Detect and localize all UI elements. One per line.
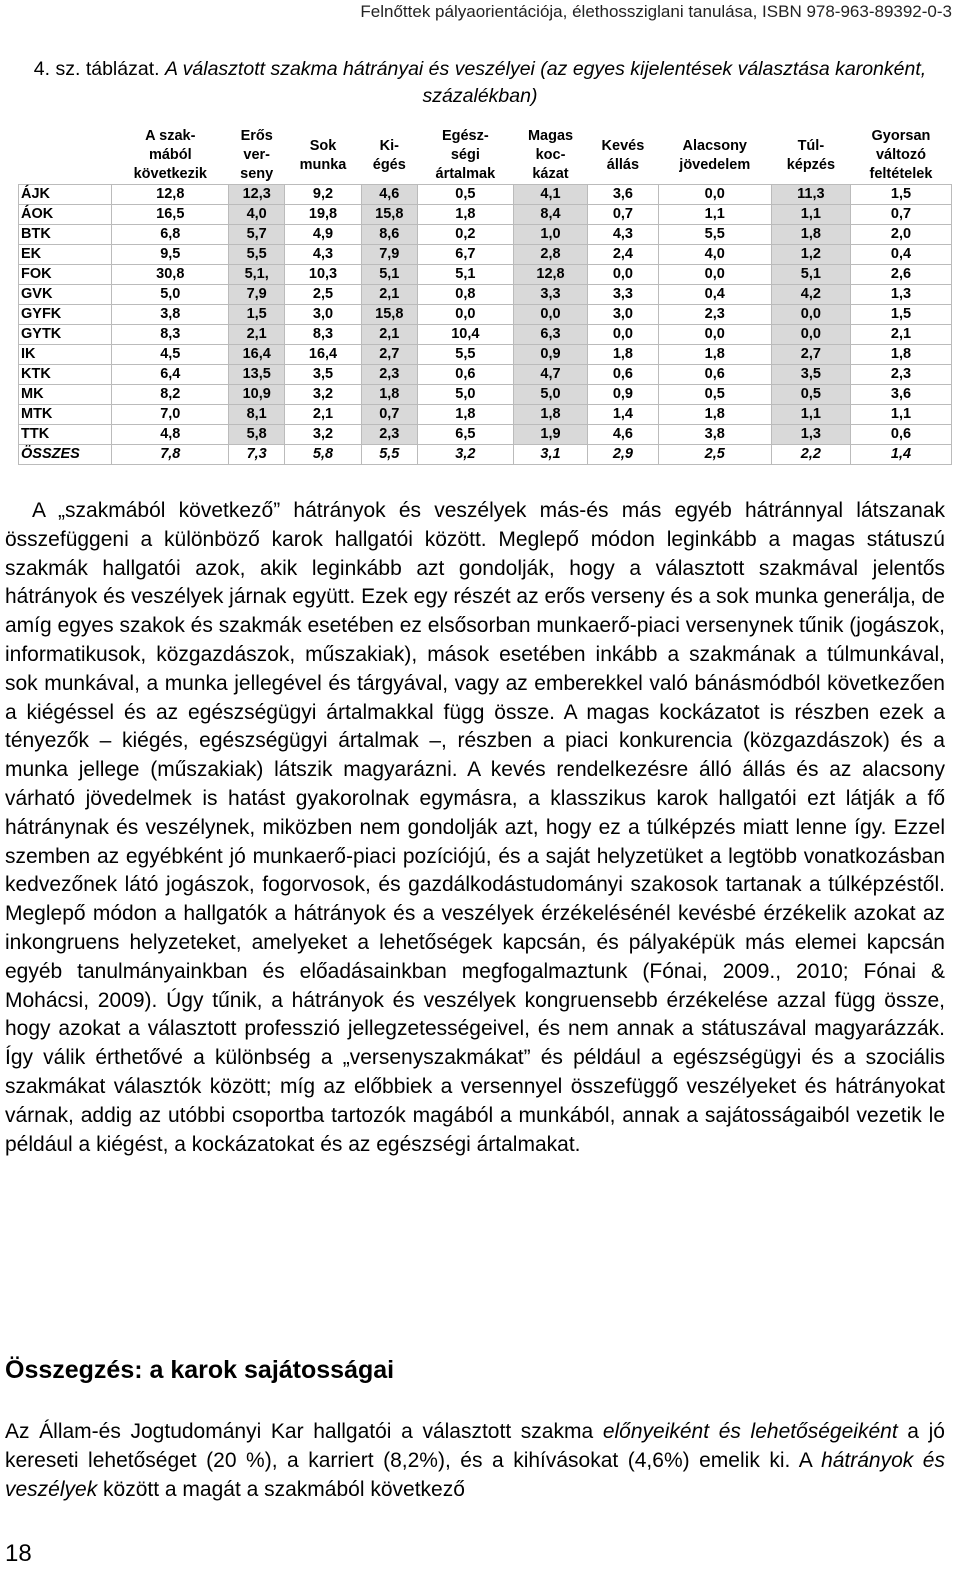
table-cell: 4,8 — [112, 425, 229, 445]
table-cell: 2,4 — [588, 245, 659, 265]
table-cell: 4,3 — [285, 245, 362, 265]
table-cell: 0,9 — [513, 345, 587, 365]
table-cell: 8,3 — [285, 325, 362, 345]
section-title: Összegzés: a karok sajátosságai — [5, 1356, 395, 1384]
table-cell: 5,1 — [771, 265, 850, 285]
table-cell: 2,3 — [361, 365, 417, 385]
table-cell: 2,1 — [229, 325, 285, 345]
table-cell: 5,5 — [361, 445, 417, 465]
table-cell: 8,2 — [112, 385, 229, 405]
table-row — [19, 205, 952, 225]
table-cell: 3,0 — [285, 305, 362, 325]
column-header: Túl- képzés — [786, 137, 836, 173]
table-cell: 2,7 — [361, 345, 417, 365]
row-label: GVK — [19, 285, 112, 305]
table-cell: 0,0 — [417, 305, 513, 325]
row-label: FOK — [19, 265, 112, 285]
table-cell: 3,5 — [771, 365, 850, 385]
table-cell: 0,0 — [513, 305, 587, 325]
table-cell: 5,0 — [112, 285, 229, 305]
table-cell: 3,8 — [658, 425, 771, 445]
table-cell: 16,4 — [229, 345, 285, 365]
table-cell: 3,3 — [513, 285, 587, 305]
table-cell: 5,5 — [229, 245, 285, 265]
table-cell: 5,1 — [361, 265, 417, 285]
table-cell: 5,1 — [417, 265, 513, 285]
table-cell: 0,5 — [417, 185, 513, 205]
column-header: Magas koc- kázat — [527, 128, 574, 182]
table-row — [19, 305, 952, 325]
column-header: Gyorsan változó feltételek — [869, 128, 933, 182]
table-cell: 8,6 — [361, 225, 417, 245]
table-cell: 0,0 — [771, 325, 850, 345]
summary-part-2: a jó kereseti lehetőséget (20 %), a karriert (8,2%), és a kihívásokat (4,6%) emelik ki. A — [5, 1420, 945, 1472]
table-cell: 0,6 — [588, 365, 659, 385]
summary-text — [5, 1418, 945, 1504]
table-cell: 9,5 — [112, 245, 229, 265]
table-cell: 0,4 — [850, 245, 951, 265]
table-cell: 6,7 — [417, 245, 513, 265]
table-cell: 1,5 — [229, 305, 285, 325]
table-cell: 12,8 — [112, 185, 229, 205]
table-caption-label: 4. sz. táblázat. — [33, 58, 165, 80]
row-label: BTK — [19, 225, 112, 245]
table-cell: 5,0 — [513, 385, 587, 405]
running-header: Felnőttek pályaorientációja, élethossziglani tanulása, ISBN 978-963-89392-0-3 — [360, 2, 952, 21]
table-row — [19, 385, 952, 405]
table-cell: 5,8 — [285, 445, 362, 465]
table-cell: 0,5 — [771, 385, 850, 405]
table-cell: 2,5 — [658, 445, 771, 465]
table-cell: 2,3 — [850, 365, 951, 385]
table-row — [19, 185, 952, 205]
table-row — [19, 265, 952, 285]
table-row — [19, 285, 952, 305]
table-cell: 7,3 — [229, 445, 285, 465]
table-cell: 0,0 — [658, 265, 771, 285]
table-row — [19, 445, 952, 465]
table-cell: 2,0 — [850, 225, 951, 245]
data-table — [18, 127, 952, 465]
row-label: GYFK — [19, 305, 112, 325]
table-cell: 1,5 — [850, 305, 951, 325]
table-caption — [8, 56, 952, 110]
table-cell: 1,5 — [850, 185, 951, 205]
row-label: ÁOK — [19, 205, 112, 225]
table-cell: 4,9 — [285, 225, 362, 245]
body-text — [5, 497, 945, 1159]
table-cell: 0,0 — [658, 325, 771, 345]
table-cell: 15,8 — [361, 305, 417, 325]
table-row — [19, 345, 952, 365]
column-header: Kevés állás — [601, 137, 645, 173]
table-cell: 6,4 — [112, 365, 229, 385]
table-cell: 3,2 — [285, 385, 362, 405]
table-header-row — [19, 127, 952, 185]
table-cell: 4,5 — [112, 345, 229, 365]
table-cell: 10,4 — [417, 325, 513, 345]
table-cell: 2,9 — [588, 445, 659, 465]
table-cell: 0,0 — [771, 305, 850, 325]
table-row — [19, 365, 952, 385]
table-cell: 2,6 — [850, 265, 951, 285]
table-cell: 0,0 — [588, 265, 659, 285]
table-cell: 7,0 — [112, 405, 229, 425]
table-cell: 0,7 — [588, 205, 659, 225]
table-caption-text: A választott szakma hátrányai és veszélyei (az egyes kijelentések választása karonként, százalékban) — [164, 58, 927, 107]
table-cell: 0,2 — [417, 225, 513, 245]
table-cell: 3,1 — [513, 445, 587, 465]
table-cell: 0,7 — [361, 405, 417, 425]
table-cell: 1,4 — [850, 445, 951, 465]
table-cell: 10,9 — [229, 385, 285, 405]
table-cell: 0,6 — [850, 425, 951, 445]
column-header: Sok munka — [299, 137, 347, 173]
column-header: A szak- mából következik — [133, 128, 207, 182]
row-label: MK — [19, 385, 112, 405]
row-label: GYTK — [19, 325, 112, 345]
row-label: ÁJK — [19, 185, 112, 205]
body-paragraph: A „szakmából következő” hátrányok és veszélyek más-és más egyéb hátránnyal látszanak összefüggeni a különböző karok hallgatói között. Meglepő módon leginkább a magas státuszú szakmák hallgatói azok, akik leginkább azt gondolják, hogy a választott szakmával jelentős hátrányok és veszélyek járnak együtt. Ezek egy részét az erős verseny és a sok munka generálja, de amíg egyes szakok és szakmák esetében ez elsősorban munkaerő-piaci versenynek tűnik (jogászok, informatikusok, közgazdászok, műszakiak), mások esetében inkább a szakmának a túlmunkával, sok munkával, a munka jellegével és tárgyával, vagy az emberekkel való bánásmódból következően a kiégéssel és az egészségügyi ártalmakkal függ össze. A magas kockázatot is részben ezek a tényezők – kiégés, egészségügyi ártalmak –, részben a piaci konkurencia (közgazdászok) és a munka jellege (műszakiak) látszik magyarázni. A kevés rendelkezésre álló állás és az alacsony várható jövedelmek is hatást gyakorolnak egymásra, a klasszikus karok hallgatói ezt látják a fő hátránynak és veszélynek, miközben nem gondolják azt, hogy ez a túlképzés miatt lenne így. Ezzel szemben az egyébként jó munkaerő-piaci pozíciójú, és a saját helyzetüket a legtöbb vonatkozásban kedvezőnek látó jogászok, fogorvosok, és gazdálkodástudományi szakosok tartanak a túlképzéstől. Meglepő módon a hallgatók a hátrányok és a veszélyek érzékelésénél kevésbé érzékelik azokat az inkongruens helyzeteket, amelyeket a lehetőségek kapcsán, és pályaképük más elemei kapcsán egyéb tanulmányainkban és előadásainkban megfogalmaztunk (Fónai, 2009., 2010; Fónai & Mohácsi, 2009). Úgy tűnik, a hátrányok és veszélyek kongruensebb érzékelése azzal függ össze, hogy azokat a választott professzió jellegzetességeivel, és nem annak a státuszával magyarázzák. Így válik érthetővé a különbség a „versenyszakmákat” és például a egészségügyi és a szociális szakmákat választók között; míg az előbbiek a versennyel összefüggő veszélyeket és hátrányokat várnak, addig az utóbbi csoportba tartozók magából a munkából, annak a sajátosságaiból vezetik le például a kiégést, a kockázatokat és az egészségi ártalmakat. — [5, 499, 945, 1156]
table-cell: 1,2 — [771, 245, 850, 265]
table-cell: 3,3 — [588, 285, 659, 305]
table-cell: 19,8 — [285, 205, 362, 225]
table-cell: 0,0 — [658, 185, 771, 205]
table-cell: 2,8 — [513, 245, 587, 265]
row-label: MTK — [19, 405, 112, 425]
table-cell: 8,1 — [229, 405, 285, 425]
table-cell: 2,1 — [850, 325, 951, 345]
table-cell: 9,2 — [285, 185, 362, 205]
table-cell: 1,1 — [658, 205, 771, 225]
row-label: EK — [19, 245, 112, 265]
table-cell: 2,3 — [361, 425, 417, 445]
table-cell: 5,7 — [229, 225, 285, 245]
summary-italic-2: hátrányok és veszélyek — [5, 1448, 945, 1501]
table-cell: 6,3 — [513, 325, 587, 345]
table-cell: 1,8 — [513, 405, 587, 425]
table-cell: 1,8 — [850, 345, 951, 365]
summary-part-1: Az Állam-és Jogtudományi Kar hallgatói a választott szakma — [5, 1420, 603, 1443]
table-cell: 2,3 — [658, 305, 771, 325]
row-label: TTK — [19, 425, 112, 445]
table-cell: 2,7 — [771, 345, 850, 365]
table-cell: 0,4 — [658, 285, 771, 305]
table-cell: 7,9 — [229, 285, 285, 305]
table-cell: 3,2 — [285, 425, 362, 445]
table-cell: 0,5 — [658, 385, 771, 405]
table-cell: 1,0 — [513, 225, 587, 245]
summary-italic-1: előnyeiként és lehetőségeiként — [602, 1420, 898, 1443]
table-cell: 4,2 — [771, 285, 850, 305]
row-label: KTK — [19, 365, 112, 385]
row-label: ÖSSZES — [19, 445, 112, 465]
table-cell: 1,8 — [771, 225, 850, 245]
table-cell: 2,2 — [771, 445, 850, 465]
table-cell: 2,1 — [361, 285, 417, 305]
table-cell: 5,0 — [417, 385, 513, 405]
table-cell: 30,8 — [112, 265, 229, 285]
table-row — [19, 225, 952, 245]
table-cell: 3,6 — [850, 385, 951, 405]
table-cell: 1,1 — [850, 405, 951, 425]
table-cell: 12,8 — [513, 265, 587, 285]
table-cell: 3,2 — [417, 445, 513, 465]
table-cell: 3,0 — [588, 305, 659, 325]
table-row — [19, 325, 952, 345]
table-cell: 8,4 — [513, 205, 587, 225]
table-cell: 16,5 — [112, 205, 229, 225]
table-cell: 1,8 — [417, 405, 513, 425]
table-cell: 0,0 — [588, 325, 659, 345]
table-cell: 13,5 — [229, 365, 285, 385]
table-cell: 4,0 — [658, 245, 771, 265]
table-cell: 1,4 — [588, 405, 659, 425]
table-cell: 1,8 — [658, 405, 771, 425]
table-cell: 15,8 — [361, 205, 417, 225]
table-cell: 5,8 — [229, 425, 285, 445]
table-cell: 4,1 — [513, 185, 587, 205]
table-cell: 4,6 — [361, 185, 417, 205]
table-row — [19, 405, 952, 425]
row-label: IK — [19, 345, 112, 365]
summary-part-3: között a magát a szakmából következő — [97, 1477, 465, 1501]
table-cell: 1,8 — [588, 345, 659, 365]
table-body — [19, 185, 952, 465]
table-cell: 0,6 — [417, 365, 513, 385]
table-cell: 1,3 — [850, 285, 951, 305]
table-cell: 7,8 — [112, 445, 229, 465]
table-cell: 4,7 — [513, 365, 587, 385]
table-cell: 0,9 — [588, 385, 659, 405]
table-cell: 1,8 — [361, 385, 417, 405]
table-cell: 6,8 — [112, 225, 229, 245]
table-cell: 3,6 — [588, 185, 659, 205]
table-cell: 6,5 — [417, 425, 513, 445]
table-cell: 5,1, — [229, 265, 285, 285]
table-cell: 7,9 — [361, 245, 417, 265]
table-cell: 12,3 — [229, 185, 285, 205]
summary-paragraph — [5, 1418, 945, 1504]
column-header: Egész- ségi ártalmak — [435, 128, 496, 182]
table-cell: 2,1 — [361, 325, 417, 345]
table-cell: 2,5 — [285, 285, 362, 305]
table-cell: 16,4 — [285, 345, 362, 365]
column-header — [19, 127, 112, 185]
table-cell: 3,8 — [112, 305, 229, 325]
table-row — [19, 245, 952, 265]
table-cell: 0,8 — [417, 285, 513, 305]
table-cell: 1,9 — [513, 425, 587, 445]
table-cell: 0,7 — [850, 205, 951, 225]
table-cell: 1,3 — [771, 425, 850, 445]
column-header: Erős ver- seny — [240, 128, 274, 182]
table-cell: 4,0 — [229, 205, 285, 225]
table-cell: 1,1 — [771, 405, 850, 425]
table-cell: 8,3 — [112, 325, 229, 345]
table-cell: 1,8 — [417, 205, 513, 225]
table-cell: 11,3 — [771, 185, 850, 205]
column-header: Alacsony jövedelem — [679, 137, 751, 173]
table-cell: 2,1 — [285, 405, 362, 425]
column-header: Ki- égés — [372, 137, 406, 173]
table-cell: 3,5 — [285, 365, 362, 385]
table-cell: 0,6 — [658, 365, 771, 385]
table-cell: 5,5 — [417, 345, 513, 365]
table-row — [19, 425, 952, 445]
table-cell: 1,1 — [771, 205, 850, 225]
table-cell: 4,3 — [588, 225, 659, 245]
table-cell: 10,3 — [285, 265, 362, 285]
table-cell: 5,5 — [658, 225, 771, 245]
table-cell: 1,8 — [658, 345, 771, 365]
table-cell: 4,6 — [588, 425, 659, 445]
page-number: 18 — [5, 1540, 32, 1567]
